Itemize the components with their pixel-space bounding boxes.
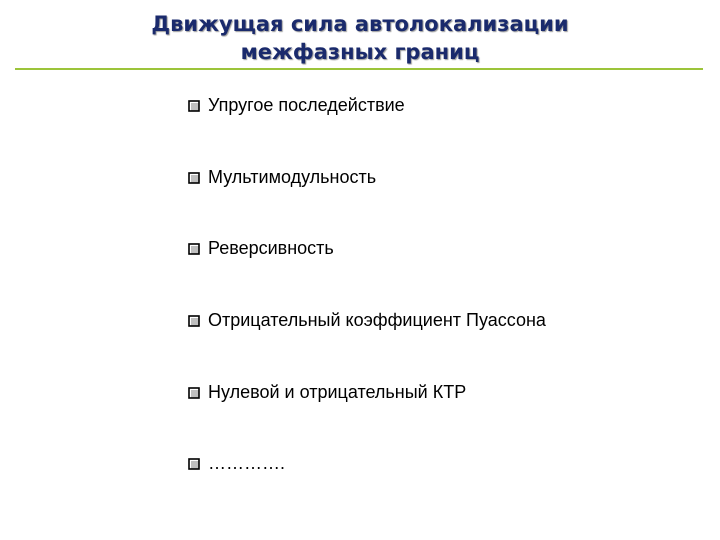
hollow-square-bullet-icon xyxy=(188,172,200,184)
list-item xyxy=(188,167,376,188)
title-line-1: Движущая сила автолокализации xyxy=(151,12,569,36)
hollow-square-bullet-icon xyxy=(188,458,200,470)
list-item-label: Упругое последействие xyxy=(208,95,405,115)
list-item-label: Нулевой и отрицательный КТР xyxy=(208,382,467,402)
hollow-square-bullet-icon xyxy=(188,243,200,255)
hollow-square-bullet-icon xyxy=(188,100,200,112)
list-item-label: Мультимодульность xyxy=(208,167,377,187)
title-line-2: межфазных границ xyxy=(240,40,480,64)
hollow-square-bullet-icon xyxy=(188,387,200,399)
title-underline xyxy=(15,68,703,70)
slide-title xyxy=(0,10,720,66)
list-item-label: Реверсивность xyxy=(208,238,334,258)
list-item-label: …………. xyxy=(208,453,286,473)
list-item xyxy=(188,95,405,116)
list-item xyxy=(188,382,466,403)
list-item xyxy=(188,453,285,474)
list-item xyxy=(188,310,546,331)
list-item xyxy=(188,238,334,259)
list-item-label: Отрицательный коэффициент Пуассона xyxy=(208,310,546,330)
hollow-square-bullet-icon xyxy=(188,315,200,327)
